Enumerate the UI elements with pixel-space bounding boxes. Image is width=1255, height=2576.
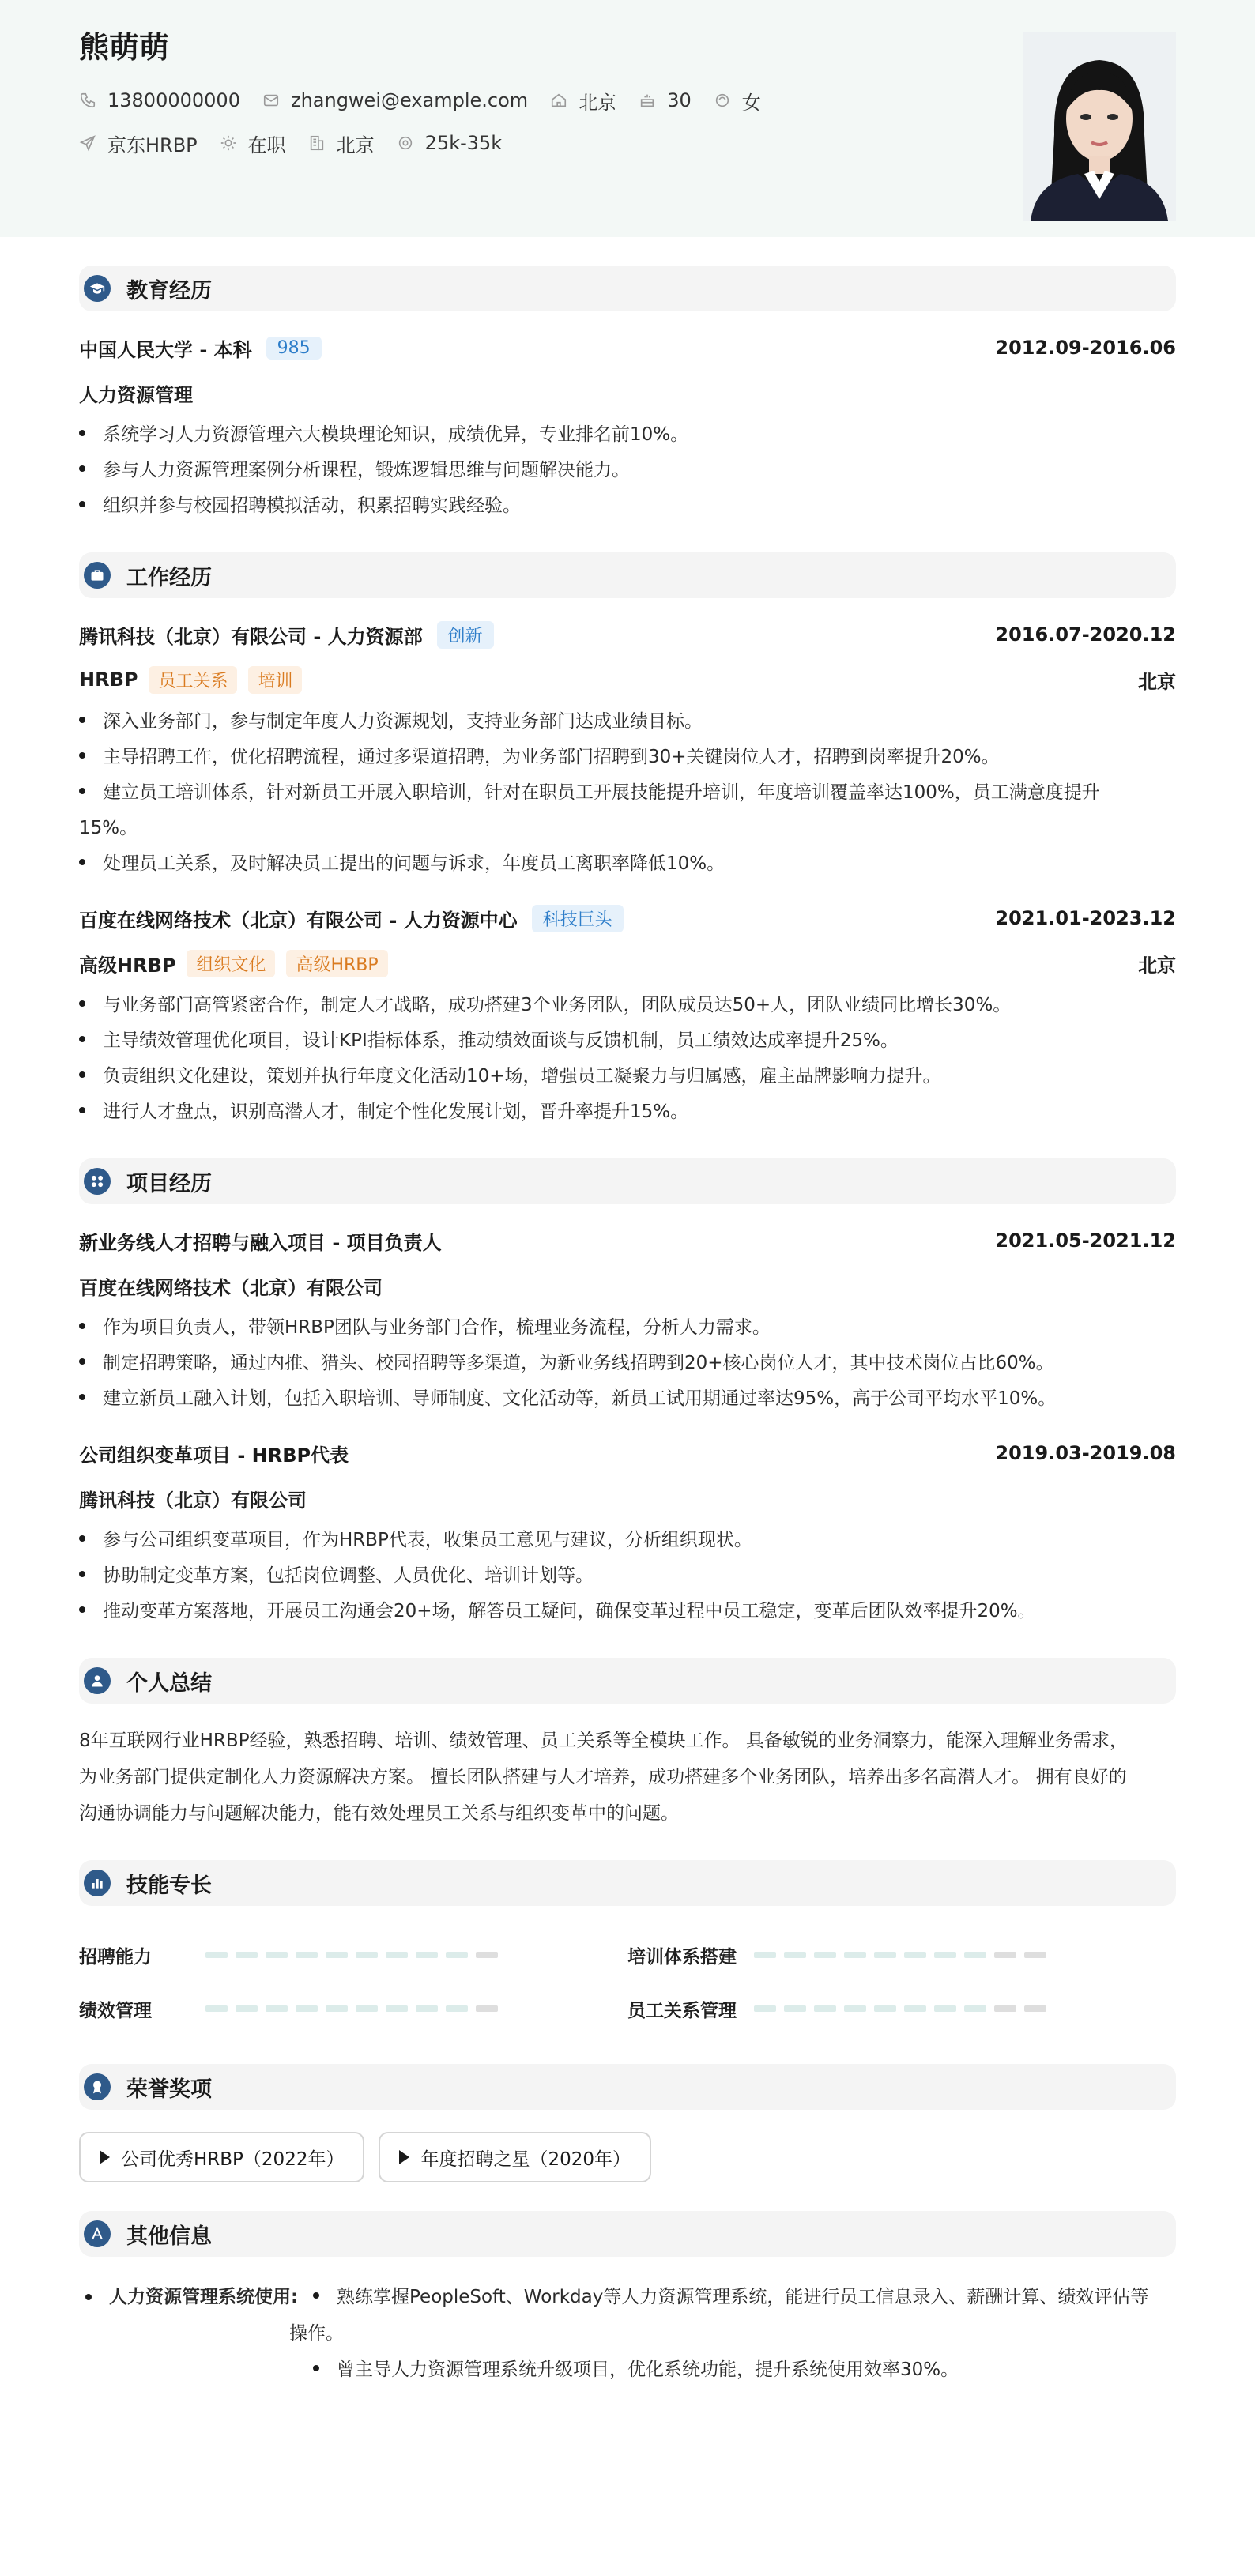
skill-segment-filled (356, 1952, 378, 1958)
target-job-text: 京东HRBP (107, 134, 198, 156)
skill-segment-filled (814, 2005, 836, 2012)
summary-line: 沟通协调能力与问题解决能力，能有效处理员工关系与组织变革中的问题。 (79, 1803, 679, 1824)
coin-icon (397, 134, 414, 152)
skill-segment-filled (266, 1952, 288, 1958)
job-intent-row (79, 130, 1176, 156)
skill-segment-filled (296, 2005, 318, 2012)
skill-segment-filled (205, 1952, 228, 1958)
font-icon (84, 2220, 111, 2247)
skill-segment-filled (386, 2005, 408, 2012)
other-info (79, 2279, 1176, 2388)
skill-segment-filled (236, 2005, 258, 2012)
summary-text (79, 1723, 1176, 1832)
skill-segment-empty (994, 2005, 1016, 2012)
skill-segment-filled (964, 1952, 986, 1958)
list-item: 作为项目负责人，带领HRBP团队与业务部门合作，梳理业务流程，分析人力需求。 (79, 1310, 1176, 1346)
briefcase-icon (84, 562, 111, 589)
salary-text: 25k-35k (424, 132, 503, 154)
phone-text: 13800000000 (107, 89, 240, 111)
education-section-header (79, 266, 1176, 311)
target-city-text: 北京 (336, 134, 375, 156)
gender-text: 女 (741, 91, 761, 114)
email-text: zhangwei@example.com (290, 89, 529, 111)
email-info (262, 89, 528, 111)
list-item: 建立新员工融入计划，包括入职培训、导师制度、文化活动等，新员工试用期通过率达95%，高于公司平均水平10%。 (79, 1381, 1176, 1417)
education-bullets (79, 417, 1176, 524)
gender-info (714, 87, 761, 115)
skill-name: 培训体系搭建 (628, 1946, 737, 1968)
list-item: 系统学习人力资源管理六大模块理论知识，成绩优异，专业排名前10%。 (79, 417, 1176, 453)
work-date: 2021.01-2023.12 (995, 907, 1176, 929)
role-tag: 员工关系 (149, 666, 237, 694)
bar-chart-icon (84, 1870, 111, 1896)
skill-segment-filled (874, 2005, 896, 2012)
building-icon (308, 134, 326, 152)
job-role (79, 666, 302, 694)
phone-info (79, 89, 240, 111)
section-title: 项目经历 (126, 1171, 212, 1196)
project-bullets (79, 1523, 1176, 1629)
work-entry-tencent (79, 620, 1176, 882)
list-item: 负责组织文化建设，策划并执行年度文化活动10+场，增强员工凝聚力与归属感，雇主品牌影响力提升。 (79, 1059, 1176, 1094)
target-city-info (308, 130, 375, 157)
skill-name: 绩效管理 (79, 2000, 152, 2021)
school-name (79, 334, 322, 362)
skill-segment-filled (904, 2005, 926, 2012)
section-title: 工作经历 (126, 565, 212, 590)
skill-segment-filled (446, 1952, 468, 1958)
contact-row (79, 87, 1176, 114)
skill-segment-empty (994, 1952, 1016, 1958)
role-tag: 组织文化 (187, 950, 275, 977)
summary-line: 为业务部门提供定制化人力资源解决方案。 擅长团队搭建与人才培养，成功搭建多个业务团队，培养出多名高潜人才。 拥有良好的 (79, 1767, 1127, 1787)
company-label: 百度在线网络技术（北京）有限公司 - 人力资源中心 (79, 909, 518, 932)
work-date: 2016.07-2020.12 (995, 623, 1176, 646)
projects-section-header (79, 1158, 1176, 1204)
skill-segment-empty (1024, 1952, 1046, 1958)
skill-segment-filled (356, 2005, 378, 2012)
list-item: 制定招聘策略，通过内推、猎头、校园招聘等多渠道，为新业务线招聘到20+核心岗位人才，其中技术岗位占比60%。 (79, 1346, 1176, 1381)
awards-list (79, 2132, 1176, 2182)
skill-segment-filled (416, 1952, 438, 1958)
skill-segment-empty (476, 2005, 498, 2012)
company-tag: 创新 (437, 621, 494, 649)
job-role (79, 950, 388, 977)
project-entry (79, 1226, 1176, 1417)
cake-icon (639, 92, 656, 109)
section-title: 荣誉奖项 (126, 2077, 212, 2102)
graduation-cap-icon (84, 275, 111, 302)
skill-segment-filled (844, 2005, 866, 2012)
skill-segment-filled (904, 1952, 926, 1958)
skill-segment-filled (236, 1952, 258, 1958)
major-name: 人力资源管理 (79, 383, 193, 406)
work-location: 北京 (1138, 670, 1176, 693)
sun-icon (220, 134, 237, 152)
other-label: 人力资源管理系统使用: (79, 2279, 313, 2388)
summary-line: 8年互联网行业HRBP经验，熟悉招聘、培训、绩效管理、员工关系等全模块工作。 具备敏锐的业务洞察力，能深入理解业务需求， (79, 1731, 1128, 1751)
summary-section-header (79, 1658, 1176, 1704)
skill-level-bar (205, 1952, 506, 1958)
education-date: 2012.09-2016.06 (995, 337, 1176, 359)
skill-segment-filled (844, 1952, 866, 1958)
award-item (379, 2132, 651, 2182)
skill-segment-filled (754, 2005, 776, 2012)
skill-name: 员工关系管理 (628, 2000, 737, 2021)
project-bullets (79, 1310, 1176, 1417)
skill-item (628, 1928, 1176, 1982)
status-text: 在职 (247, 134, 286, 156)
project-date: 2019.03-2019.08 (995, 1442, 1176, 1464)
school-tag: 985 (266, 337, 322, 360)
project-company: 腾讯科技（北京）有限公司 (79, 1489, 307, 1512)
skill-segment-filled (326, 2005, 348, 2012)
role-tag: 培训 (248, 666, 302, 694)
list-item: 与业务部门高管紧密合作，制定人才战略，成功搭建3个业务团队，团队成员达50+人，团队业绩同比增长30%。 (79, 988, 1176, 1023)
skill-segment-filled (964, 2005, 986, 2012)
work-section-header (79, 552, 1176, 598)
list-item: 参与公司组织变革项目，作为HRBP代表，收集员工意见与建议，分析组织现状。 (79, 1523, 1176, 1558)
skill-item (79, 1928, 628, 1982)
skill-segment-filled (934, 2005, 956, 2012)
user-icon (84, 1667, 111, 1694)
role-tag: 高级HRBP (286, 950, 387, 977)
list-item: 组织并参与校园招聘模拟活动，积累招聘实践经验。 (79, 488, 1176, 524)
phone-icon (79, 92, 96, 109)
company-label: 腾讯科技（北京）有限公司 - 人力资源部 (79, 625, 423, 648)
send-icon (79, 134, 96, 152)
list-item: 进行人才盘点，识别高潜人才，制定个性化发展计划，晋升率提升15%。 (79, 1094, 1176, 1130)
section-title: 教育经历 (126, 278, 212, 303)
gender-icon (714, 92, 731, 109)
age-info (639, 89, 692, 111)
age-text: 30 (667, 89, 692, 111)
skill-segment-filled (205, 2005, 228, 2012)
mail-icon (262, 92, 280, 109)
section-title: 技能专长 (126, 1873, 212, 1898)
project-title: 新业务线人才招聘与融入项目 - 项目负责人 (79, 1231, 442, 1254)
skill-segment-filled (386, 1952, 408, 1958)
skill-segment-filled (326, 1952, 348, 1958)
other-section-header (79, 2211, 1176, 2257)
skill-segment-filled (934, 1952, 956, 1958)
list-item: 熟练掌握PeopleSoft、Workday等人力资源管理系统，能进行员工信息录入、薪酬计算、绩效评估等 (313, 2279, 1176, 2315)
triangle-icon (100, 2150, 110, 2164)
award-icon (84, 2073, 111, 2100)
school-label: 中国人民大学 - 本科 (79, 338, 252, 361)
work-bullets (79, 704, 1176, 882)
skill-segment-filled (416, 2005, 438, 2012)
list-item: 深入业务部门，参与制定年度人力资源规划，支持业务部门达成业绩目标。 (79, 704, 1176, 740)
skill-segment-filled (874, 1952, 896, 1958)
resume-header (0, 0, 1255, 237)
award-label: 公司优秀HRBP（2022年） (121, 2149, 345, 2170)
work-location: 北京 (1138, 954, 1176, 977)
triangle-icon (399, 2150, 409, 2164)
skills-section-header (79, 1860, 1176, 1906)
resume-body (0, 266, 1255, 2388)
skill-segment-filled (446, 2005, 468, 2012)
skill-level-bar (754, 2005, 1054, 2012)
profile-photo (1023, 32, 1176, 221)
award-item (79, 2132, 364, 2182)
role-label: HRBP (79, 668, 138, 691)
skill-segment-filled (754, 1952, 776, 1958)
city-info (550, 87, 616, 115)
project-entry (79, 1439, 1176, 1629)
company-name (79, 621, 494, 649)
project-title: 公司组织变革项目 - HRBP代表 (79, 1444, 349, 1467)
list-item: 建立员工培训体系，针对新员工开展入职培训，针对在职员工开展技能提升培训，年度培训覆盖率达100%，员工满意度提升 15%。 (79, 782, 1100, 838)
list-item: 处理员工关系，及时解决员工提出的问题与诉求，年度员工离职率降低10%。 (79, 846, 1176, 882)
list-item: 协助制定变革方案，包括岗位调整、人员优化、培训计划等。 (79, 1558, 1176, 1594)
list-item: 曾主导人力资源管理系统升级项目，优化系统功能，提升系统使用效率30%。 (313, 2352, 1176, 2388)
candidate-name: 熊萌萌 (79, 30, 170, 65)
role-label: 高级HRBP (79, 954, 176, 977)
section-title: 其他信息 (126, 2224, 212, 2249)
company-name (79, 905, 624, 932)
list-item: 推动变革方案落地，开展员工沟通会20+场，解答员工疑问，确保变革过程中员工稳定，变革后团队效率提升20%。 (79, 1594, 1176, 1629)
target-job-info (79, 130, 198, 157)
city-text: 北京 (579, 91, 617, 114)
skill-segment-empty (476, 1952, 498, 1958)
company-tag: 科技巨头 (532, 905, 624, 932)
list-item: 主导绩效管理优化项目，设计KPI指标体系，推动绩效面谈与反馈机制，员工绩效达成率提升25%。 (79, 1023, 1176, 1059)
skill-segment-empty (1024, 2005, 1046, 2012)
grid-icon (84, 1168, 111, 1195)
education-entry (79, 333, 1176, 524)
project-date: 2021.05-2021.12 (995, 1230, 1176, 1252)
home-icon (550, 92, 567, 109)
other-items (289, 2279, 1176, 2388)
skills-grid (79, 1928, 1176, 2036)
skill-segment-filled (814, 1952, 836, 1958)
list-item: 参与人力资源管理案例分析课程，锻炼逻辑思维与问题解决能力。 (79, 453, 1176, 488)
awards-section-header (79, 2064, 1176, 2110)
salary-info (397, 132, 503, 154)
list-item-wrap: 操作。 (289, 2323, 344, 2344)
list-item: 主导招聘工作，优化招聘流程，通过多渠道招聘，为业务部门招聘到30+关键岗位人才，招聘到岗率提升20%。 (79, 740, 1176, 775)
skill-segment-filled (784, 2005, 806, 2012)
award-label: 年度招聘之星（2020年） (420, 2149, 631, 2170)
project-company: 百度在线网络技术（北京）有限公司 (79, 1276, 383, 1299)
skill-item (79, 1982, 628, 2036)
skill-name: 招聘能力 (79, 1946, 152, 1968)
section-title: 个人总结 (126, 1670, 212, 1696)
work-entry-baidu (79, 904, 1176, 1130)
skill-segment-filled (266, 2005, 288, 2012)
skill-level-bar (205, 2005, 506, 2012)
skill-segment-filled (296, 1952, 318, 1958)
skill-level-bar (754, 1952, 1054, 1958)
skill-segment-filled (784, 1952, 806, 1958)
work-bullets (79, 988, 1176, 1130)
status-info (220, 130, 286, 157)
skill-item (628, 1982, 1176, 2036)
